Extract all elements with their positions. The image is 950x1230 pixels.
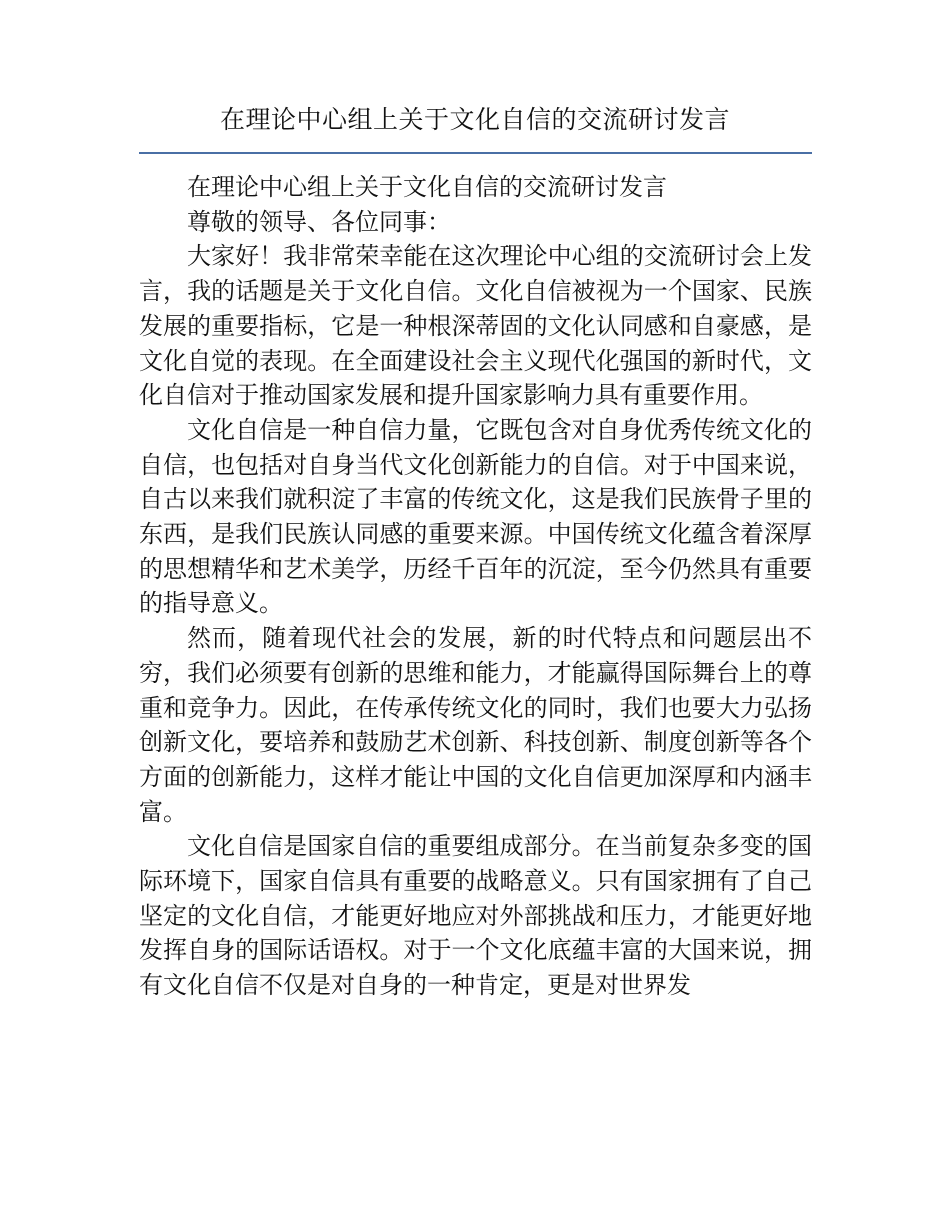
body-subtitle: 在理论中心组上关于文化自信的交流研讨发言 [187,173,667,201]
salutation: 尊敬的领导、各位同事： [187,207,451,236]
paragraph-2: 文化自信是一种自信力量，它既包含对自身优秀传统文化的自信，也包括对自身当代文化创新能力的自信。对于中国来说，自古以来我们就积淀了丰富的传统文化，这是我们民族骨子里的东西，是我们民族认同感的重要来源。中国传统文化蕴含着深厚的思想精华和艺术美学，历经千百年的沉淀，至今仍然具有重要的指导意义。 [139,415,812,618]
paragraph-4: 文化自信是国家自信的重要组成部分。在当前复杂多变的国际环境下，国家自信具有重要的战略意义。只有国家拥有了自己坚定的文化自信，才能更好地应对外部挑战和压力，才能更好地发挥自身的国际话语权。对于一个文化底蕴丰富的大国来说，拥有文化自信不仅是对自身的一种肯定，更是对世界发 [139,832,812,1000]
paragraph-3: 然而，随着现代社会的发展，新的时代特点和问题层出不穷，我们必须要有创新的思维和能力，才能赢得国际舞台上的尊重和竞争力。因此，在传承传统文化的同时，我们也要大力弘扬创新文化，要培养和鼓励艺术创新、科技创新、制度创新等各个方面的创新能力，这样才能让中国的文化自信更加深厚和内涵丰富。 [139,624,812,826]
page-title: 在理论中心组上关于文化自信的交流研讨发言 [219,105,730,134]
paragraph-1: 大家好！我非常荣幸能在这次理论中心组的交流研讨会上发言，我的话题是关于文化自信。文化自信被视为一个国家、民族发展的重要指标，它是一种根深蒂固的文化认同感和自豪感，是文化自觉的表现。在全面建设社会主义现代化强国的新时代，文化自信对于推动国家发展和提升国家影响力具有重要作用。 [139,242,812,410]
title-divider [139,152,812,154]
document-body [139,170,812,1003]
